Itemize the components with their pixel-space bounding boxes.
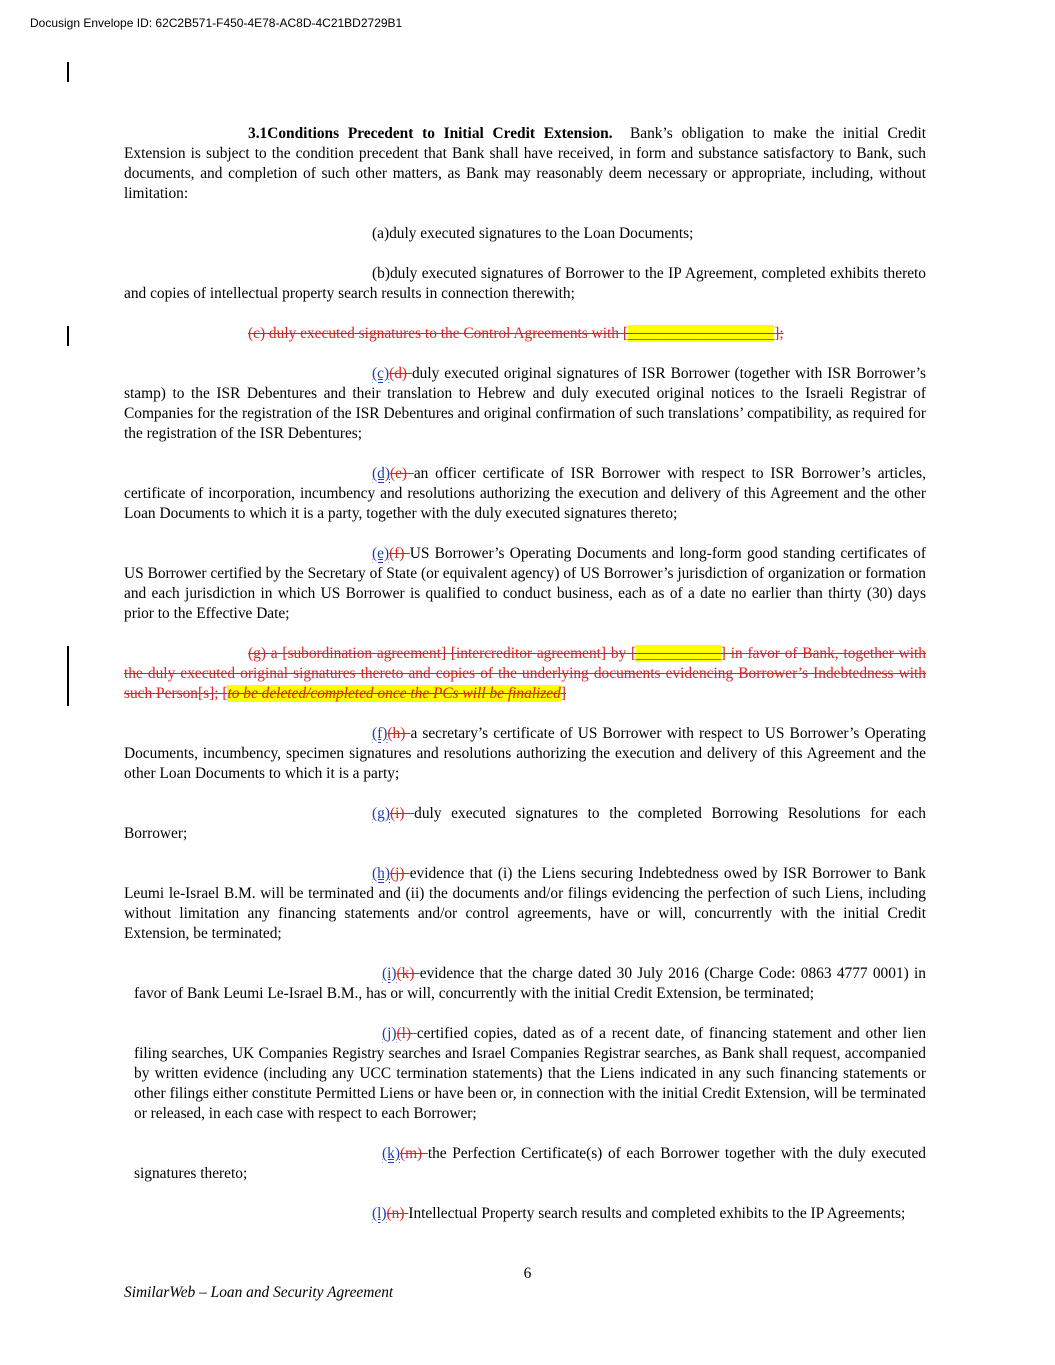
list-item xyxy=(124,544,926,624)
section-number: 3.1 xyxy=(248,125,268,142)
new-label: (h) xyxy=(372,865,390,882)
old-label: (f) xyxy=(389,545,410,562)
section-intro-text: Bank’s obligation to make the initial Credit Extension is subject to the condition precedent that Bank shall have received, in form and substance satisfactory to Bank, such documents, and completion of such other matters, as Bank may reasonably deem necessary or appropriate, including, without limitation: xyxy=(124,125,926,202)
list-item xyxy=(124,364,926,444)
old-label: (h) xyxy=(387,725,411,742)
item-text: duly executed signatures to the completed Borrowing Resolutions for each Borrower; xyxy=(124,805,927,842)
section-intro xyxy=(124,124,926,204)
item-text: an officer certificate of ISR Borrower with respect to ISR Borrower’s articles, certificate of incorporation, incumbency and resolutions authorizing the execution and delivery of this Agreement and the other Loan Documents to which it is a party, together with the duly executed signatures thereto; xyxy=(124,465,926,522)
old-label: (j) xyxy=(389,865,410,882)
document-body xyxy=(124,124,926,1244)
item-text: evidence that the charge dated 30 July 2016 (Charge Code: 0863 4777 0001) in favor of Bank Leumi Le-Israel B.M., has or will, concurrently with the initial Credit Extension, be terminated; xyxy=(134,965,926,1002)
item-text: the Perfection Certificate(s) of each Borrower together with the duly executed signatures thereto; xyxy=(134,1145,926,1182)
new-label: (l) xyxy=(372,1205,387,1222)
list-item xyxy=(134,964,926,1004)
highlighted-blank: ___________________ xyxy=(627,325,775,342)
section-heading: Conditions Precedent to Initial Credit Extension. xyxy=(267,125,613,142)
list-item xyxy=(124,804,926,844)
new-label: (f) xyxy=(372,725,388,742)
new-label: (d) xyxy=(372,465,390,482)
deleted-text: ] in favor of Bank, together with the duly executed original signatures thereto and copies of the underlying documents evidencing Borrower’s Indebtedness with such Person[s]; [ xyxy=(124,645,926,702)
list-item xyxy=(134,1024,926,1124)
item-text: a secretary’s certificate of US Borrower with respect to US Borrower’s Operating Documents, incumbency, specimen signatures and resolutions authorizing the execution and delivery of this Agreement and the other Loan Documents to which it is a party; xyxy=(124,725,926,782)
old-label: (k) xyxy=(396,965,420,982)
deleted-item xyxy=(124,324,926,344)
new-label: (i) xyxy=(382,965,397,982)
item-text: duly executed original signatures of ISR Borrower (together with ISR Borrower’s stamp) to the ISR Debentures and their translation to Hebrew and duly executed original notices to the Israeli Registrar of Companies for the registration of the ISR Debentures and original confirmation of such translations’ compatibility, as required for the registration of the ISR Debentures; xyxy=(124,365,926,442)
deleted-text: (g) a [subordination agreement] [intercreditor agreement] by [ xyxy=(248,645,637,662)
change-bar xyxy=(67,646,69,706)
footer-title: SimilarWeb – Loan and Security Agreement xyxy=(124,1284,394,1301)
new-label: (g) xyxy=(372,805,390,822)
change-bar xyxy=(67,62,69,82)
new-label: (c) xyxy=(372,365,390,382)
old-label: (d) xyxy=(389,365,412,382)
list-item xyxy=(134,1144,926,1184)
highlighted-note: to be deleted/completed once the PCs will be finalized xyxy=(227,685,561,702)
list-item xyxy=(124,464,926,524)
new-label: (k) xyxy=(382,1145,400,1162)
item-label: (a) xyxy=(372,225,390,242)
old-label: (l) xyxy=(396,1025,417,1042)
deleted-text: ] xyxy=(560,685,566,702)
old-label: (i) xyxy=(389,805,415,822)
item-label: (b) xyxy=(372,265,390,282)
item-text: duly executed signatures of Borrower to the IP Agreement, completed exhibits thereto and copies of intellectual property search results in connection therewith; xyxy=(124,265,926,302)
item-text: Intellectual Property search results and completed exhibits to the IP Agreements; xyxy=(408,1205,906,1222)
item-text: evidence that (i) the Liens securing Indebtedness owed by ISR Borrower to Bank Leumi le-Israel B.M. will be terminated and (ii) the documents and/or filings evidencing the perfection of such Liens, including without limitation any financing statements and/or control agreements, have or will, concurrently with the initial Credit Extension, be terminated; xyxy=(124,865,927,942)
page-number: 6 xyxy=(523,1265,532,1282)
item-text: duly executed signatures to the Loan Documents; xyxy=(389,225,694,242)
highlighted-blank: ___________ xyxy=(636,645,721,662)
deleted-text: (c) duly executed signatures to the Control Agreements with [ xyxy=(248,325,628,342)
old-label: (n) xyxy=(386,1205,409,1222)
change-bar xyxy=(67,326,69,346)
new-label: (e) xyxy=(372,545,390,562)
list-item xyxy=(124,224,926,244)
item-text: certified copies, dated as of a recent date, of financing statement and other lien filing searches, UK Companies Registry searches and Israel Companies Registrar searches, as Bank shall request, accompanied by written evidence (including any UCC termination statements) that the Liens indicated in any such financing statements or other filings either constitute Permitted Liens or have been or, in connection with the initial Credit Extension, will be terminated or released, in each case with respect to each Borrower; xyxy=(134,1025,927,1122)
deleted-item xyxy=(124,644,926,704)
list-item xyxy=(124,864,926,944)
list-item xyxy=(124,1204,926,1224)
old-label: (m) xyxy=(399,1145,428,1162)
list-item xyxy=(124,724,926,784)
old-label: (e) xyxy=(389,465,414,482)
deleted-text: ]; xyxy=(774,325,784,342)
envelope-id: Docusign Envelope ID: 62C2B571-F450-4E78-AC8D-4C21BD2729B1 xyxy=(30,16,403,30)
item-text: US Borrower’s Operating Documents and long-form good standing certificates of US Borrower certified by the Secretary of State (or equivalent agency) of US Borrower’s jurisdiction of organization or formation and each jurisdiction in which US Borrower is qualified to conduct business, each as of a date no earlier than thirty (30) days prior to the Effective Date; xyxy=(124,545,926,622)
list-item xyxy=(124,264,926,304)
new-label: (j) xyxy=(382,1025,397,1042)
